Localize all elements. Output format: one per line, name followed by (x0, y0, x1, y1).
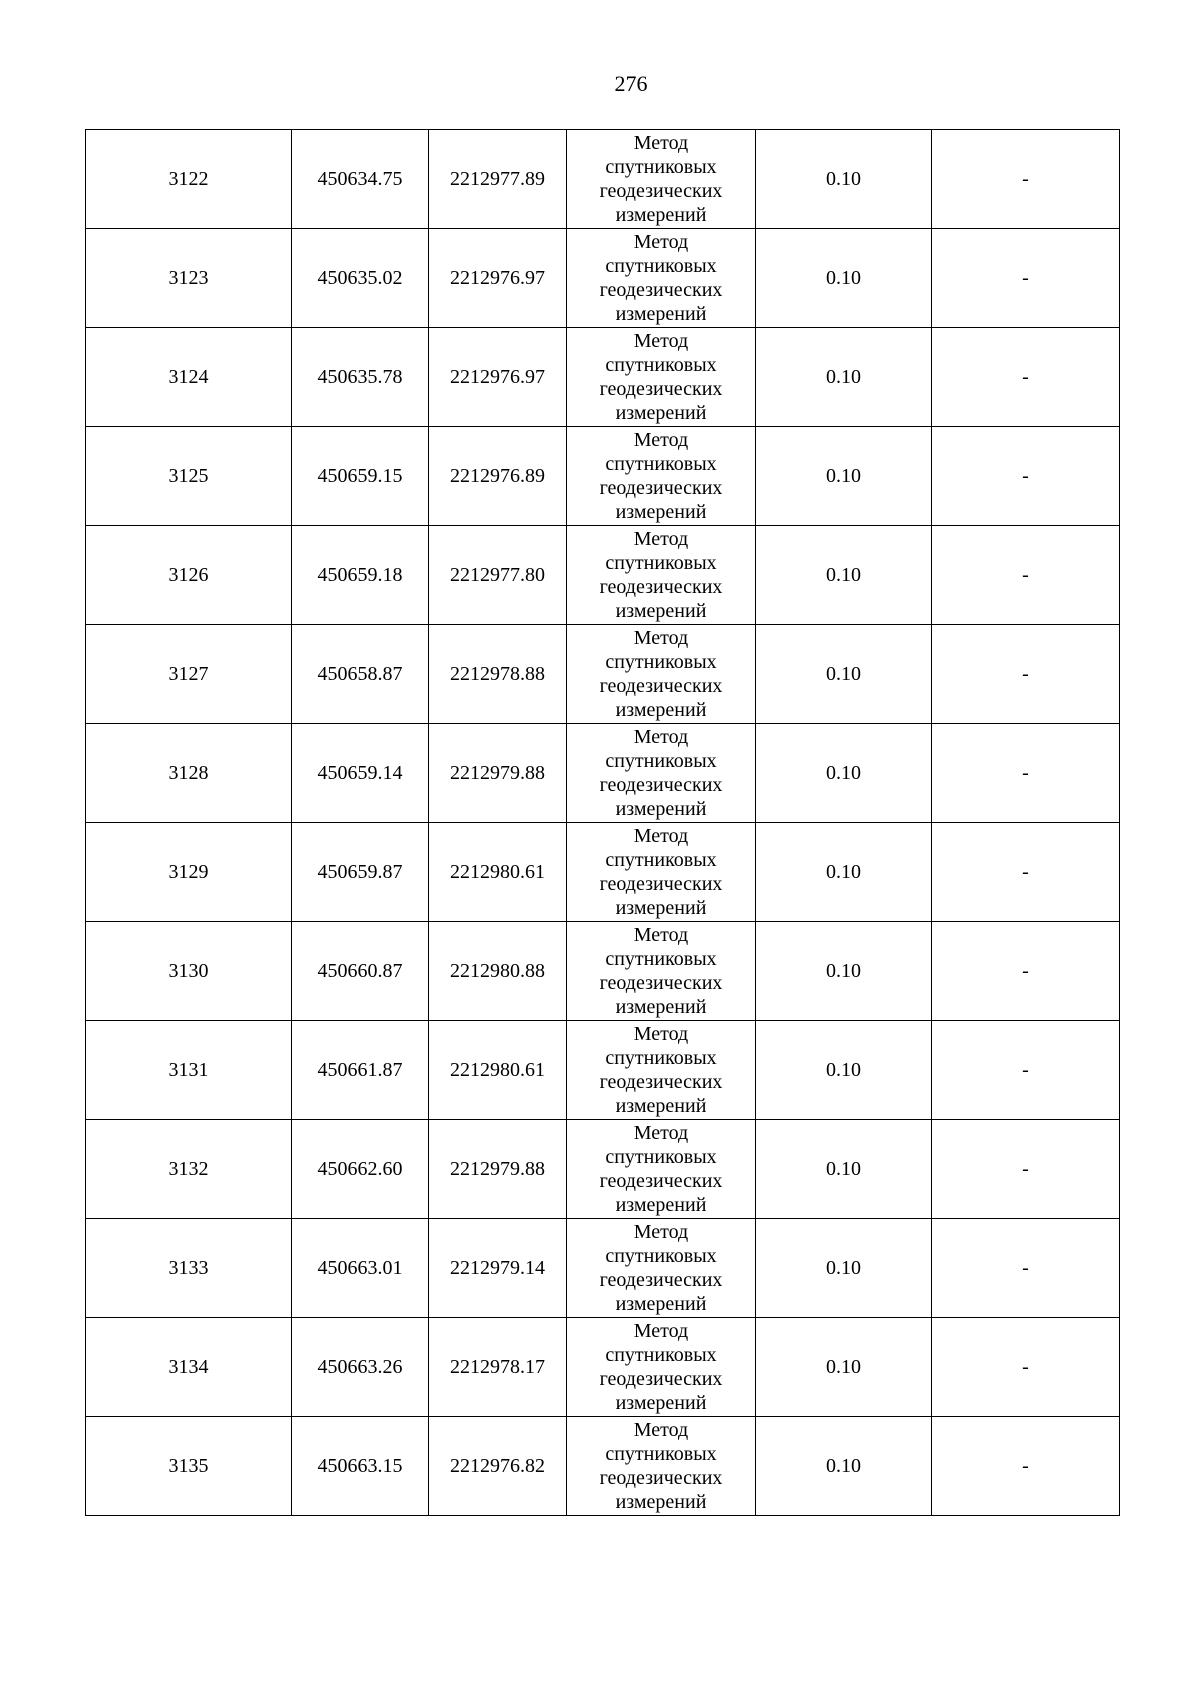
table-row (86, 130, 1120, 229)
method-line: спутниковых (605, 750, 717, 772)
method-line: геодезических (599, 279, 723, 301)
coordinates-table (85, 129, 1120, 1516)
method-cell (567, 823, 756, 922)
note-cell: - (932, 625, 1120, 724)
method-line: Метод (633, 627, 689, 649)
x-coordinate-cell: 450661.87 (292, 1021, 429, 1120)
x-coordinate-cell: 450659.87 (292, 823, 429, 922)
note-cell: - (932, 1318, 1120, 1417)
method-line: Метод (633, 1320, 689, 1342)
note-cell: - (932, 724, 1120, 823)
method-line: измерений (615, 1491, 707, 1513)
method-cell (567, 922, 756, 1021)
x-coordinate-cell: 450635.02 (292, 229, 429, 328)
table-row (86, 1417, 1120, 1516)
accuracy-cell: 0.10 (756, 1120, 932, 1219)
method-cell (567, 229, 756, 328)
y-coordinate-cell: 2212980.88 (429, 922, 567, 1021)
method-line: измерений (615, 1392, 707, 1414)
method-line: измерений (615, 1293, 707, 1315)
accuracy-cell: 0.10 (756, 229, 932, 328)
method-line: измерений (615, 1095, 707, 1117)
y-coordinate-cell: 2212978.17 (429, 1318, 567, 1417)
note-cell: - (932, 229, 1120, 328)
y-coordinate-cell: 2212977.89 (429, 130, 567, 229)
method-line: измерений (615, 600, 707, 622)
method-line: геодезических (599, 873, 723, 895)
x-coordinate-cell: 450663.15 (292, 1417, 429, 1516)
point-number-cell: 3126 (86, 526, 292, 625)
table-row (86, 724, 1120, 823)
point-number-cell: 3124 (86, 328, 292, 427)
y-coordinate-cell: 2212980.61 (429, 823, 567, 922)
accuracy-cell: 0.10 (756, 922, 932, 1021)
method-cell (567, 724, 756, 823)
point-number-cell: 3134 (86, 1318, 292, 1417)
method-line: измерений (615, 798, 707, 820)
method-line: спутниковых (605, 1245, 717, 1267)
method-cell (567, 328, 756, 427)
method-line: Метод (633, 231, 689, 253)
method-line: геодезических (599, 1170, 723, 1192)
point-number-cell: 3128 (86, 724, 292, 823)
method-cell (567, 526, 756, 625)
method-line: Метод (633, 1419, 689, 1441)
method-line: спутниковых (605, 156, 717, 178)
point-number-cell: 3129 (86, 823, 292, 922)
method-line: спутниковых (605, 354, 717, 376)
point-number-cell: 3132 (86, 1120, 292, 1219)
x-coordinate-cell: 450662.60 (292, 1120, 429, 1219)
method-line: геодезических (599, 774, 723, 796)
method-cell (567, 625, 756, 724)
page-number: 276 (614, 71, 648, 96)
table-row (86, 427, 1120, 526)
point-number-cell: 3135 (86, 1417, 292, 1516)
method-line: спутниковых (605, 1443, 717, 1465)
x-coordinate-cell: 450659.14 (292, 724, 429, 823)
accuracy-cell: 0.10 (756, 130, 932, 229)
table-body (86, 130, 1120, 1516)
method-line: геодезических (599, 1269, 723, 1291)
accuracy-cell: 0.10 (756, 1021, 932, 1120)
method-line: измерений (615, 303, 707, 325)
method-cell (567, 427, 756, 526)
method-line: Метод (633, 132, 689, 154)
note-cell: - (932, 130, 1120, 229)
point-number-cell: 3125 (86, 427, 292, 526)
method-line: геодезических (599, 378, 723, 400)
method-cell (567, 1219, 756, 1318)
method-cell (567, 1021, 756, 1120)
note-cell: - (932, 526, 1120, 625)
method-cell (567, 130, 756, 229)
method-line: Метод (633, 1023, 689, 1045)
note-cell: - (932, 1021, 1120, 1120)
accuracy-cell: 0.10 (756, 1318, 932, 1417)
accuracy-cell: 0.10 (756, 526, 932, 625)
accuracy-cell: 0.10 (756, 625, 932, 724)
point-number-cell: 3131 (86, 1021, 292, 1120)
method-line: измерений (615, 996, 707, 1018)
y-coordinate-cell: 2212978.88 (429, 625, 567, 724)
accuracy-cell: 0.10 (756, 1417, 932, 1516)
method-line: геодезических (599, 477, 723, 499)
method-line: Метод (633, 1221, 689, 1243)
method-line: Метод (633, 528, 689, 550)
x-coordinate-cell: 450634.75 (292, 130, 429, 229)
table-row (86, 1219, 1120, 1318)
note-cell: - (932, 427, 1120, 526)
method-line: геодезических (599, 972, 723, 994)
method-line: спутниковых (605, 255, 717, 277)
x-coordinate-cell: 450635.78 (292, 328, 429, 427)
method-line: спутниковых (605, 1047, 717, 1069)
method-line: измерений (615, 699, 707, 721)
note-cell: - (932, 1417, 1120, 1516)
method-line: геодезических (599, 576, 723, 598)
y-coordinate-cell: 2212976.97 (429, 229, 567, 328)
method-line: геодезических (599, 1071, 723, 1093)
note-cell: - (932, 922, 1120, 1021)
table-row (86, 922, 1120, 1021)
method-line: измерений (615, 897, 707, 919)
method-line: геодезических (599, 1368, 723, 1390)
y-coordinate-cell: 2212979.88 (429, 724, 567, 823)
method-line: измерений (615, 204, 707, 226)
point-number-cell: 3127 (86, 625, 292, 724)
method-cell (567, 1417, 756, 1516)
accuracy-cell: 0.10 (756, 328, 932, 427)
x-coordinate-cell: 450659.18 (292, 526, 429, 625)
table-row (86, 328, 1120, 427)
y-coordinate-cell: 2212976.89 (429, 427, 567, 526)
table-row (86, 1120, 1120, 1219)
note-cell: - (932, 823, 1120, 922)
x-coordinate-cell: 450658.87 (292, 625, 429, 724)
method-line: измерений (615, 1194, 707, 1216)
x-coordinate-cell: 450659.15 (292, 427, 429, 526)
accuracy-cell: 0.10 (756, 427, 932, 526)
y-coordinate-cell: 2212976.82 (429, 1417, 567, 1516)
point-number-cell: 3123 (86, 229, 292, 328)
method-line: спутниковых (605, 552, 717, 574)
method-cell (567, 1120, 756, 1219)
point-number-cell: 3122 (86, 130, 292, 229)
x-coordinate-cell: 450660.87 (292, 922, 429, 1021)
method-line: Метод (633, 726, 689, 748)
method-line: Метод (633, 330, 689, 352)
accuracy-cell: 0.10 (756, 823, 932, 922)
method-line: спутниковых (605, 651, 717, 673)
method-line: геодезических (599, 180, 723, 202)
y-coordinate-cell: 2212977.80 (429, 526, 567, 625)
table-row (86, 526, 1120, 625)
table-row (86, 823, 1120, 922)
note-cell: - (932, 328, 1120, 427)
y-coordinate-cell: 2212980.61 (429, 1021, 567, 1120)
y-coordinate-cell: 2212976.97 (429, 328, 567, 427)
x-coordinate-cell: 450663.26 (292, 1318, 429, 1417)
method-line: спутниковых (605, 453, 717, 475)
table-row (86, 1318, 1120, 1417)
point-number-cell: 3133 (86, 1219, 292, 1318)
table-row (86, 1021, 1120, 1120)
method-line: Метод (633, 429, 689, 451)
accuracy-cell: 0.10 (756, 724, 932, 823)
method-line: геодезических (599, 1467, 723, 1489)
method-line: Метод (633, 924, 689, 946)
y-coordinate-cell: 2212979.88 (429, 1120, 567, 1219)
method-line: спутниковых (605, 849, 717, 871)
accuracy-cell: 0.10 (756, 1219, 932, 1318)
method-line: измерений (615, 501, 707, 523)
method-line: спутниковых (605, 1344, 717, 1366)
method-line: спутниковых (605, 948, 717, 970)
method-line: геодезических (599, 675, 723, 697)
method-line: Метод (633, 825, 689, 847)
method-line: Метод (633, 1122, 689, 1144)
note-cell: - (932, 1120, 1120, 1219)
y-coordinate-cell: 2212979.14 (429, 1219, 567, 1318)
method-cell (567, 1318, 756, 1417)
method-line: измерений (615, 402, 707, 424)
method-line: спутниковых (605, 1146, 717, 1168)
x-coordinate-cell: 450663.01 (292, 1219, 429, 1318)
table-row (86, 625, 1120, 724)
note-cell: - (932, 1219, 1120, 1318)
table-row (86, 229, 1120, 328)
point-number-cell: 3130 (86, 922, 292, 1021)
